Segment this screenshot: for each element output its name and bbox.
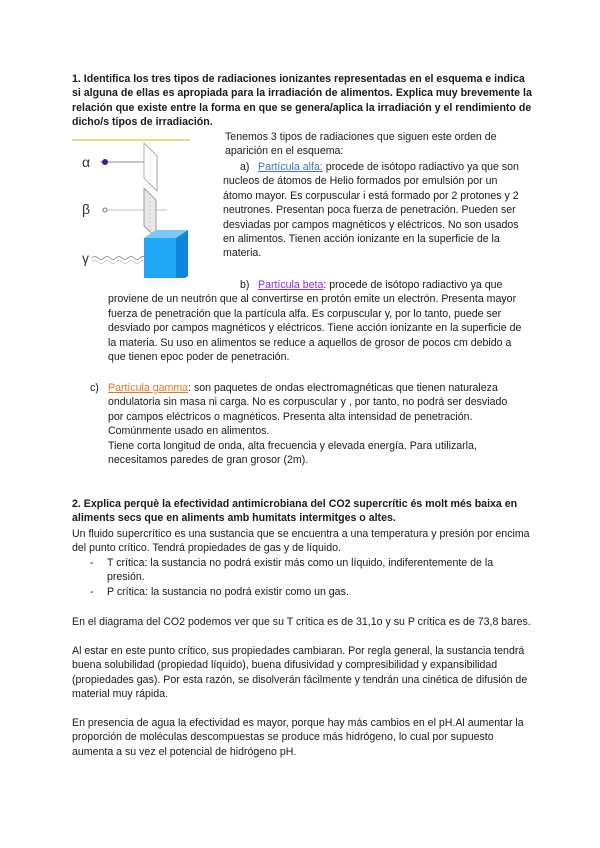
alpha-text: procede de isótopo radiactivo ya que son nucleos de átomos de Helio formados por emulsión por un átomo mayor. Es corpuscular i está formado por 2 protones y 2 neutrones. Presentan poca fuerza de penetración. Pueden ser desviadas por campos magnéticos y eléctricos. No son usados en alimentos. Tienen acción ionizante en la superficie de la materia.	[223, 161, 519, 260]
lead-block-front	[144, 238, 176, 278]
bullet-p-critica	[90, 585, 527, 599]
beta-text: : procede de isótopo radiactivo ya que proviene de un neutrón que al convertirse en protón emite un electrón. Presenta mayor fuerza de penetración que la partícula alfa. Es corpuscular y, por lo tanto, puede ser desviado por campos magnéticos y eléctricos. Tiene acción ionizante en la superficie de la materia. Su uso en alimentos se reduce a aquellos de grosor de pocos cm debido a que tienen epoc poder de penetración.	[108, 279, 522, 364]
radiation-diagram-graphic	[72, 138, 202, 278]
q2-bullet-list	[90, 556, 527, 599]
dash-mark: -	[90, 585, 94, 598]
item-gamma	[108, 381, 525, 439]
gamma-extra: Tiene corta longitud de onda, alta frecuencia y elevada energía. Para utilizarla, necesitamos paredes de gran grosor (2m).	[108, 440, 477, 467]
beta-particle	[103, 208, 107, 212]
alpha-particle	[102, 159, 108, 165]
question-2-title: 2. Explica perquè la efectividad antimicrobiana del CO2 supercrític és molt més baixa en aliments secs que en aliments amb humitats intermitges o altes.	[72, 498, 518, 525]
beta-link[interactable]: Partícula beta	[258, 279, 324, 291]
gamma-symbol: γ	[82, 250, 89, 266]
lead-block-side	[176, 230, 188, 278]
q2-paragraph-3: En presencia de agua la efectividad es mayor, porque hay más cambios en el pH.Al aumentar la proporción de moléculas descompuestas se produce más hidrógeno, lo cual por supuesto aumenta a su vez el potencial de hidrógeno pH.	[72, 717, 524, 758]
bullet-t-text: T crítica: la sustancia no podrá existir más como un líquido, indiferentemente de la presión.	[107, 557, 494, 584]
q2-paragraph-2: Al estar en este punto crítico, sus propiedades cambiaran. Por regla general, la sustancia tendrá buena solubilidad (propiedad líquido), buena difusividad y compresibilidad y expansibilidad (propiedades gas). Por esta razón, se disolverán fácilmente y tendrán una cinética de difusión de material muy rápida.	[72, 645, 528, 701]
q2-intro: Un fluido supercrítico es una sustancia que se encuentra a una temperatura y presión por encima del punto crítico. Tendrá propiedades de gas y de líquido.	[72, 528, 530, 555]
q1-intro: Tenemos 3 tipos de radiaciones que siguen este orden de aparición en el esquema:	[225, 131, 497, 158]
radiation-diagram	[72, 138, 202, 278]
gamma-text: : son paquetes de ondas electromagnéticas que tienen naturaleza ondulatoria sin masa ni carga. No es corpuscular y , por tanto, no podrá ser desviado por campos eléctricos o magnéticos. Presenta alta intensidad de penetración. Comúnmente usado en alimentos.	[108, 382, 508, 438]
q2-paragraph-1: En el diagrama del CO2 podemos ver que su T crítica es de 31,1o y su P crítica es de 73,8 bares.	[72, 616, 531, 628]
dash-mark: -	[90, 557, 94, 569]
alpha-symbol: α	[82, 154, 91, 170]
item-b-marker: b)	[240, 279, 250, 291]
gamma-link[interactable]: Partícula gamma	[108, 382, 189, 394]
item-a-marker: a)	[240, 161, 250, 173]
alpha-barrier-paper	[144, 143, 157, 191]
item-c-marker: c)	[90, 382, 99, 394]
bullet-p-text: P crítica: la sustancia no podrá existir como un gas.	[107, 585, 349, 598]
item-beta	[108, 278, 525, 364]
question-1-title: 1. Identifica los tres tipos de radiaciones ionizantes representadas en el esquema e indica si alguna de ellas es apropiada para la irradiación de alimentos. Explica muy brevemente la relación que existe entre la forma en que se genera/aplica la irradiación y el rendimiento de dicho/s tipos de irradiación.	[72, 73, 532, 129]
beta-symbol: β	[82, 201, 91, 217]
bullet-t-critica	[90, 556, 527, 585]
alpha-link[interactable]: Partícula alfa:	[258, 161, 323, 173]
item-alpha	[223, 160, 525, 261]
